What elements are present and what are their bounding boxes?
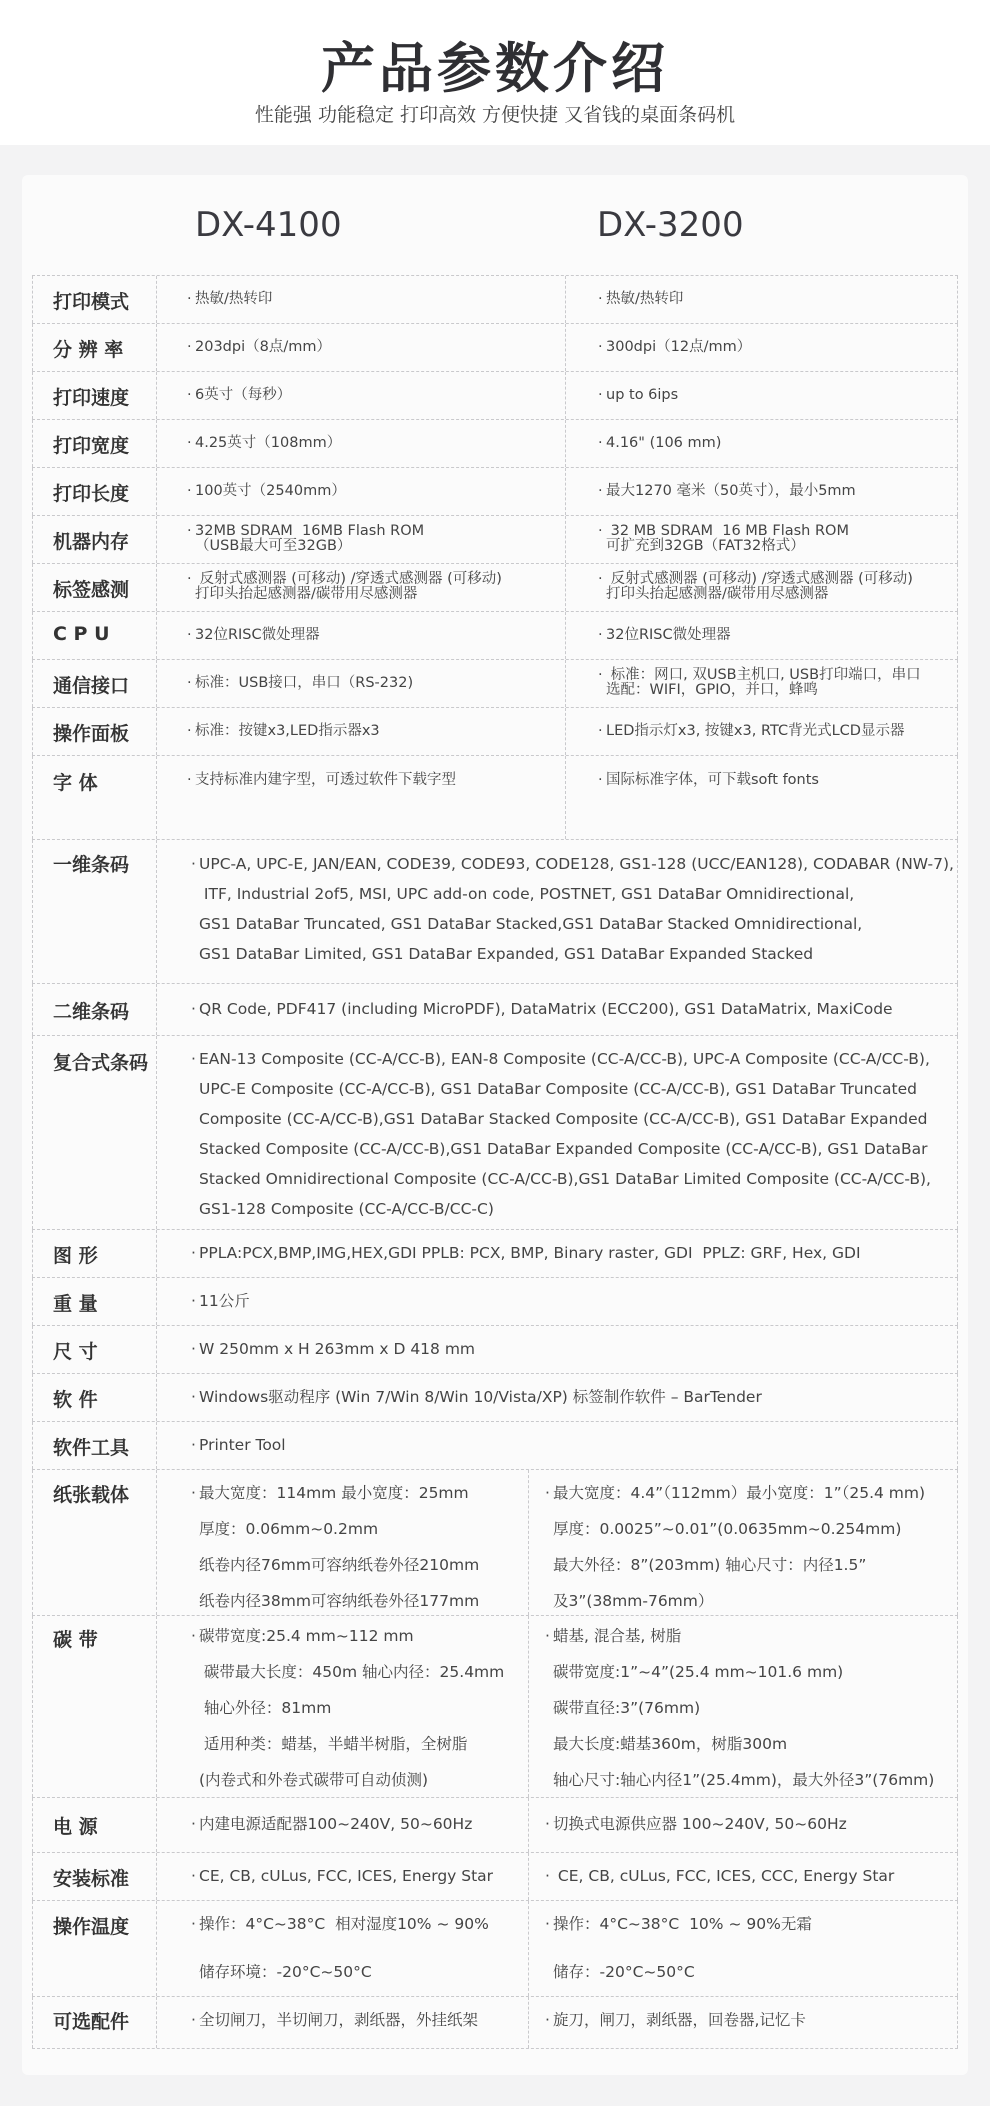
row-label: 操作面板 bbox=[32, 708, 157, 755]
row-label: 尺 寸 bbox=[32, 1326, 157, 1373]
row-label: 碳 带 bbox=[32, 1616, 157, 1797]
row-print-mode bbox=[32, 276, 958, 324]
row-memory bbox=[32, 516, 958, 564]
cell-a: · 标准：按键x3,LED指示器x3 bbox=[157, 708, 566, 755]
cell-b: · 32位RISC微处理器 bbox=[566, 612, 958, 659]
row-software bbox=[32, 1374, 958, 1422]
row-speed bbox=[32, 372, 958, 420]
row-sensor bbox=[32, 564, 958, 612]
cell-b: · CE, CB, cULus, FCC, ICES, CCC, Energy Star bbox=[529, 1853, 958, 1900]
cell-b: · 旋刀，闸刀，剥纸器，回卷器,记忆卡 bbox=[529, 1997, 958, 2048]
cell-b: · 32 MB SDRAM 16 MB Flash ROM 可扩充到32GB（FAT32格式） bbox=[566, 516, 958, 563]
row-label: 安装标准 bbox=[32, 1853, 157, 1900]
cell-full: · Windows驱动程序 (Win 7/Win 8/Win 10/Vista/XP) 标签制作软件 – BarTender bbox=[157, 1374, 958, 1421]
row-label: 打印宽度 bbox=[32, 420, 157, 467]
row-panel bbox=[32, 708, 958, 756]
cell-full: · PPLA:PCX,BMP,IMG,HEX,GDI PPLB: PCX, BMP, Binary raster, GDI PPLZ: GRF, Hex, GDI bbox=[157, 1230, 958, 1277]
row-label: 通信接口 bbox=[32, 660, 157, 707]
row-label: 软 件 bbox=[32, 1374, 157, 1421]
row-label: 复合式条码 bbox=[32, 1036, 157, 1229]
cell-a: · 6英寸（每秒） bbox=[157, 372, 566, 419]
row-barcode-2d bbox=[32, 984, 958, 1036]
row-media bbox=[32, 1470, 958, 1616]
row-label: 电 源 bbox=[32, 1798, 157, 1852]
row-weight bbox=[32, 1278, 958, 1326]
row-temp bbox=[32, 1901, 958, 1997]
page-header bbox=[0, 0, 990, 145]
model-name-b: DX-3200 bbox=[597, 205, 744, 245]
row-length bbox=[32, 468, 958, 516]
row-tool bbox=[32, 1422, 958, 1470]
cell-full: · QR Code, PDF417 (including MicroPDF), DataMatrix (ECC200), GS1 DataMatrix, MaxiCode bbox=[157, 984, 958, 1035]
cell-a: · 热敏/热转印 bbox=[157, 276, 566, 323]
cell-a: · 最大宽度：114mm 最小宽度：25mm 厚度：0.06mm~0.2mm 纸卷内径76mm可容纳纸卷外径210mm 纸卷内径38mm可容纳纸卷外径177mm bbox=[157, 1470, 529, 1615]
cell-a: · 100英寸（2540mm） bbox=[157, 468, 566, 515]
row-font bbox=[32, 756, 958, 840]
row-label: 分 辨 率 bbox=[32, 324, 157, 371]
row-label: 可选配件 bbox=[32, 1997, 157, 2048]
row-ribbon bbox=[32, 1616, 958, 1798]
cell-b: · 热敏/热转印 bbox=[566, 276, 958, 323]
row-interface bbox=[32, 660, 958, 708]
cell-a: · 4.25英寸（108mm） bbox=[157, 420, 566, 467]
cell-full: · EAN-13 Composite (CC-A/CC-B), EAN-8 Composite (CC-A/CC-B), UPC-A Composite (CC-A/CC-B), UPC-E Composite (CC-A/CC-B), GS1 DataBar Composite (CC-A/CC-B), GS1 DataBar Truncated Composite (CC-A/CC-B),GS1 DataBar Stacked Composite (CC-A/CC-B), GS1 DataBar Expanded Stacked Composite (CC-A/CC-B),GS1 DataBar Expanded Composite (CC-A/CC-B), GS1 DataBar Stacked Omnidirectional Composite (CC-A/CC-B),GS1 DataBar Limited Composite (CC-A/CC-B), GS1-128 Composite (CC-A/CC-B/CC-C) bbox=[157, 1036, 958, 1229]
row-label: 二维条码 bbox=[32, 984, 157, 1035]
page-title: 产品参数介绍 bbox=[321, 37, 669, 100]
cell-full: · W 250mm x H 263mm x D 418 mm bbox=[157, 1326, 958, 1373]
row-power bbox=[32, 1798, 958, 1853]
row-composite bbox=[32, 1036, 958, 1230]
row-label: 一维条码 bbox=[32, 840, 157, 983]
row-width bbox=[32, 420, 958, 468]
row-cert bbox=[32, 1853, 958, 1901]
cell-b: · 标准：网口, 双USB主机口, USB打印端口，串口 选配：WIFI，GPIO，并口，蜂鸣 bbox=[566, 660, 958, 707]
spec-table bbox=[32, 275, 958, 2049]
row-label: 软件工具 bbox=[32, 1422, 157, 1469]
cell-b: · 最大1270 毫米（50英寸），最小5mm bbox=[566, 468, 958, 515]
cell-b: · 反射式感测器 (可移动) /穿透式感测器 (可移动) 打印头抬起感测器/碳带用尽感测器 bbox=[566, 564, 958, 611]
row-resolution bbox=[32, 324, 958, 372]
page-subtitle: 性能强 功能稳定 打印高效 方便快捷 又省钱的桌面条码机 bbox=[254, 104, 736, 126]
cell-a: · CE, CB, cULus, FCC, ICES, Energy Star bbox=[157, 1853, 529, 1900]
cell-b: · LED指示灯x3, 按键x3, RTC背光式LCD显示器 bbox=[566, 708, 958, 755]
row-label: C P U bbox=[32, 612, 157, 659]
row-graphics bbox=[32, 1230, 958, 1278]
cell-b: · up to 6ips bbox=[566, 372, 958, 419]
spec-card bbox=[22, 175, 968, 2075]
cell-a: · 标准：USB接口，串口（RS-232) bbox=[157, 660, 566, 707]
row-barcode-1d bbox=[32, 840, 958, 984]
cell-a: · 碳带宽度:25.4 mm~112 mm 碳带最大长度：450m 轴心内径：25.4mm 轴心外径：81mm 适用种类：蜡基，半蜡半树脂，全树脂 (内卷式和外卷式碳带可自动侦测) bbox=[157, 1616, 529, 1797]
cell-a: · 全切闸刀，半切闸刀，剥纸器，外挂纸架 bbox=[157, 1997, 529, 2048]
row-label: 纸张载体 bbox=[32, 1470, 157, 1615]
model-name-a: DX-4100 bbox=[195, 205, 342, 245]
cell-full: · UPC-A, UPC-E, JAN/EAN, CODE39, CODE93, CODE128, GS1-128 (UCC/EAN128), CODABAR (NW-7), ITF, Industrial 2of5, MSI, UPC add-on code, POSTNET, GS1 DataBar Omnidirectional, GS1 DataBar Truncated, GS1 DataBar Stacked,GS1 DataBar Stacked Omnidirectional, GS1 DataBar Limited, GS1 DataBar Expanded, GS1 DataBar Expanded Stacked bbox=[157, 840, 958, 983]
cell-b: · 蜡基, 混合基, 树脂 碳带宽度:1”~4”(25.4 mm~101.6 mm) 碳带直径:3”(76mm) 最大长度:蜡基360m，树脂300m 轴心尺寸:轴心内径1”(25.4mm)，最大外径3”(76mm) bbox=[529, 1616, 958, 1797]
row-label: 标签感测 bbox=[32, 564, 157, 611]
row-options bbox=[32, 1997, 958, 2049]
cell-a: · 32MB SDRAM 16MB Flash ROM （USB最大可至32GB） bbox=[157, 516, 566, 563]
cell-b: · 4.16" (106 mm) bbox=[566, 420, 958, 467]
row-cpu bbox=[32, 612, 958, 660]
row-label: 操作温度 bbox=[32, 1901, 157, 1996]
cell-a: · 支持标准内建字型，可透过软件下载字型 bbox=[157, 756, 566, 839]
cell-b: · 最大宽度：4.4”（112mm）最小宽度：1”（25.4 mm) 厚度：0.0025”~0.01”(0.0635mm~0.254mm) 最大外径：8”(203mm) 轴心尺寸：内径1.5” 及3”(38mm-76mm） bbox=[529, 1470, 958, 1615]
cell-b: · 操作：4°C~38°C 10% ~ 90%无霜 储存：-20°C~50°C bbox=[529, 1901, 958, 1996]
cell-b: · 300dpi（12点/mm） bbox=[566, 324, 958, 371]
cell-full: · Printer Tool bbox=[157, 1422, 958, 1469]
row-size bbox=[32, 1326, 958, 1374]
cell-b: · 国际标准字体，可下载soft fonts bbox=[566, 756, 958, 839]
cell-a: · 内建电源适配器100~240V, 50~60Hz bbox=[157, 1798, 529, 1852]
cell-a: · 操作：4°C~38°C 相对湿度10% ~ 90% 储存环境：-20°C~50°C bbox=[157, 1901, 529, 1996]
row-label: 机器内存 bbox=[32, 516, 157, 563]
cell-full: · 11公斤 bbox=[157, 1278, 958, 1325]
row-label: 重 量 bbox=[32, 1278, 157, 1325]
cell-b: · 切换式电源供应器 100~240V, 50~60Hz bbox=[529, 1798, 958, 1852]
row-label: 打印长度 bbox=[32, 468, 157, 515]
row-label: 打印模式 bbox=[32, 276, 157, 323]
row-label: 打印速度 bbox=[32, 372, 157, 419]
cell-a: · 反射式感测器 (可移动) /穿透式感测器 (可移动) 打印头抬起感测器/碳带用尽感测器 bbox=[157, 564, 566, 611]
cell-a: · 32位RISC微处理器 bbox=[157, 612, 566, 659]
row-label: 字 体 bbox=[32, 756, 157, 839]
cell-a: · 203dpi（8点/mm） bbox=[157, 324, 566, 371]
row-label: 图 形 bbox=[32, 1230, 157, 1277]
